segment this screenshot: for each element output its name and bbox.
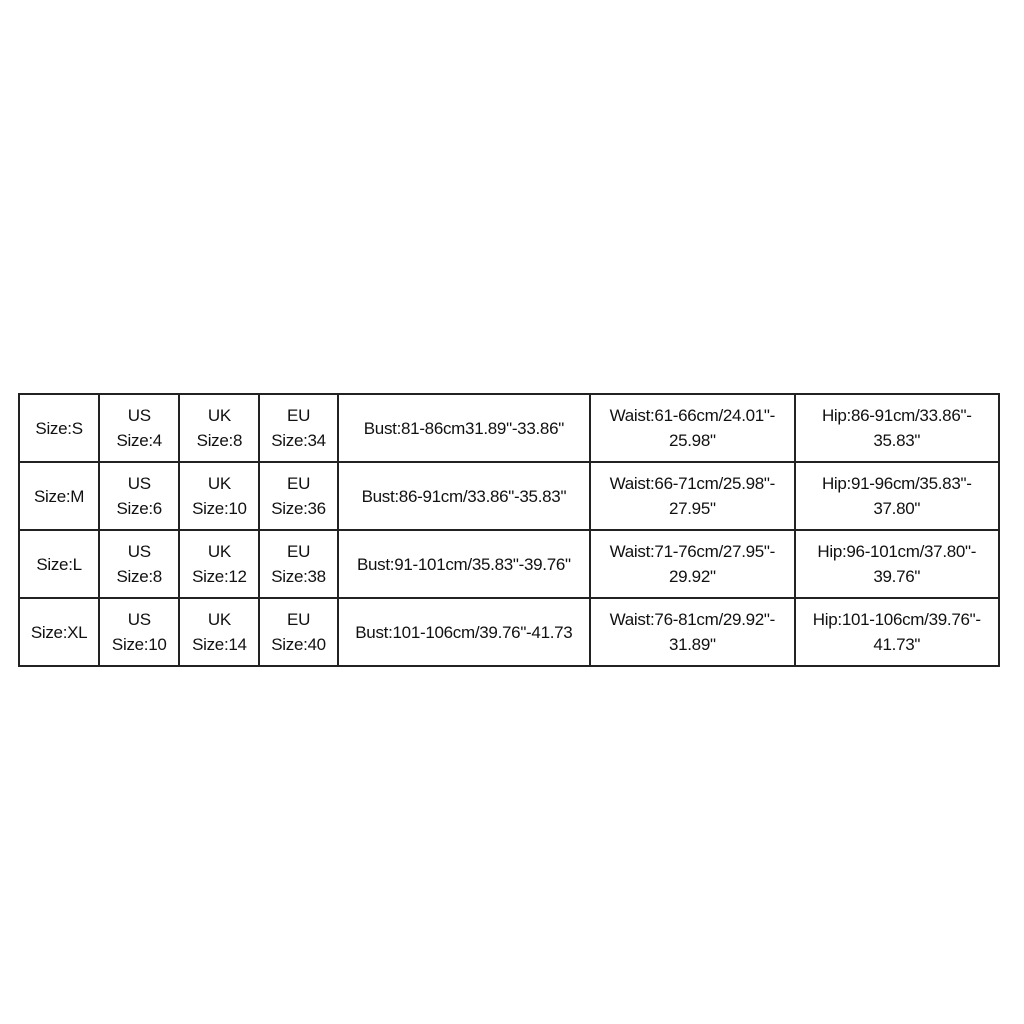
eu-size-cell: EU Size:36 — [259, 462, 337, 530]
waist-cell: Waist:71-76cm/27.95"- 29.92" — [590, 530, 794, 598]
size-cell: Size:L — [19, 530, 99, 598]
bust-cell: Bust:91-101cm/35.83"-39.76" — [338, 530, 591, 598]
size-cell: Size:M — [19, 462, 99, 530]
us-size-cell: US Size:6 — [99, 462, 179, 530]
waist-cell: Waist:66-71cm/25.98"- 27.95" — [590, 462, 794, 530]
table-row — [19, 394, 999, 462]
eu-size-cell: EU Size:40 — [259, 598, 337, 666]
size-chart-table — [18, 393, 1000, 667]
table-row — [19, 462, 999, 530]
bust-cell: Bust:81-86cm31.89"-33.86" — [338, 394, 591, 462]
hip-cell: Hip:91-96cm/35.83"- 37.80" — [795, 462, 999, 530]
table-row — [19, 530, 999, 598]
waist-cell: Waist:76-81cm/29.92"- 31.89" — [590, 598, 794, 666]
uk-size-cell: UK Size:12 — [179, 530, 259, 598]
table-row — [19, 598, 999, 666]
size-cell: Size:XL — [19, 598, 99, 666]
bust-cell: Bust:101-106cm/39.76"-41.73 — [338, 598, 591, 666]
eu-size-cell: EU Size:34 — [259, 394, 337, 462]
hip-cell: Hip:86-91cm/33.86"- 35.83" — [795, 394, 999, 462]
uk-size-cell: UK Size:10 — [179, 462, 259, 530]
hip-cell: Hip:96-101cm/37.80"- 39.76" — [795, 530, 999, 598]
waist-cell: Waist:61-66cm/24.01"- 25.98" — [590, 394, 794, 462]
us-size-cell: US Size:10 — [99, 598, 179, 666]
eu-size-cell: EU Size:38 — [259, 530, 337, 598]
uk-size-cell: UK Size:8 — [179, 394, 259, 462]
size-cell: Size:S — [19, 394, 99, 462]
bust-cell: Bust:86-91cm/33.86"-35.83" — [338, 462, 591, 530]
uk-size-cell: UK Size:14 — [179, 598, 259, 666]
us-size-cell: US Size:4 — [99, 394, 179, 462]
us-size-cell: US Size:8 — [99, 530, 179, 598]
hip-cell: Hip:101-106cm/39.76"- 41.73" — [795, 598, 999, 666]
